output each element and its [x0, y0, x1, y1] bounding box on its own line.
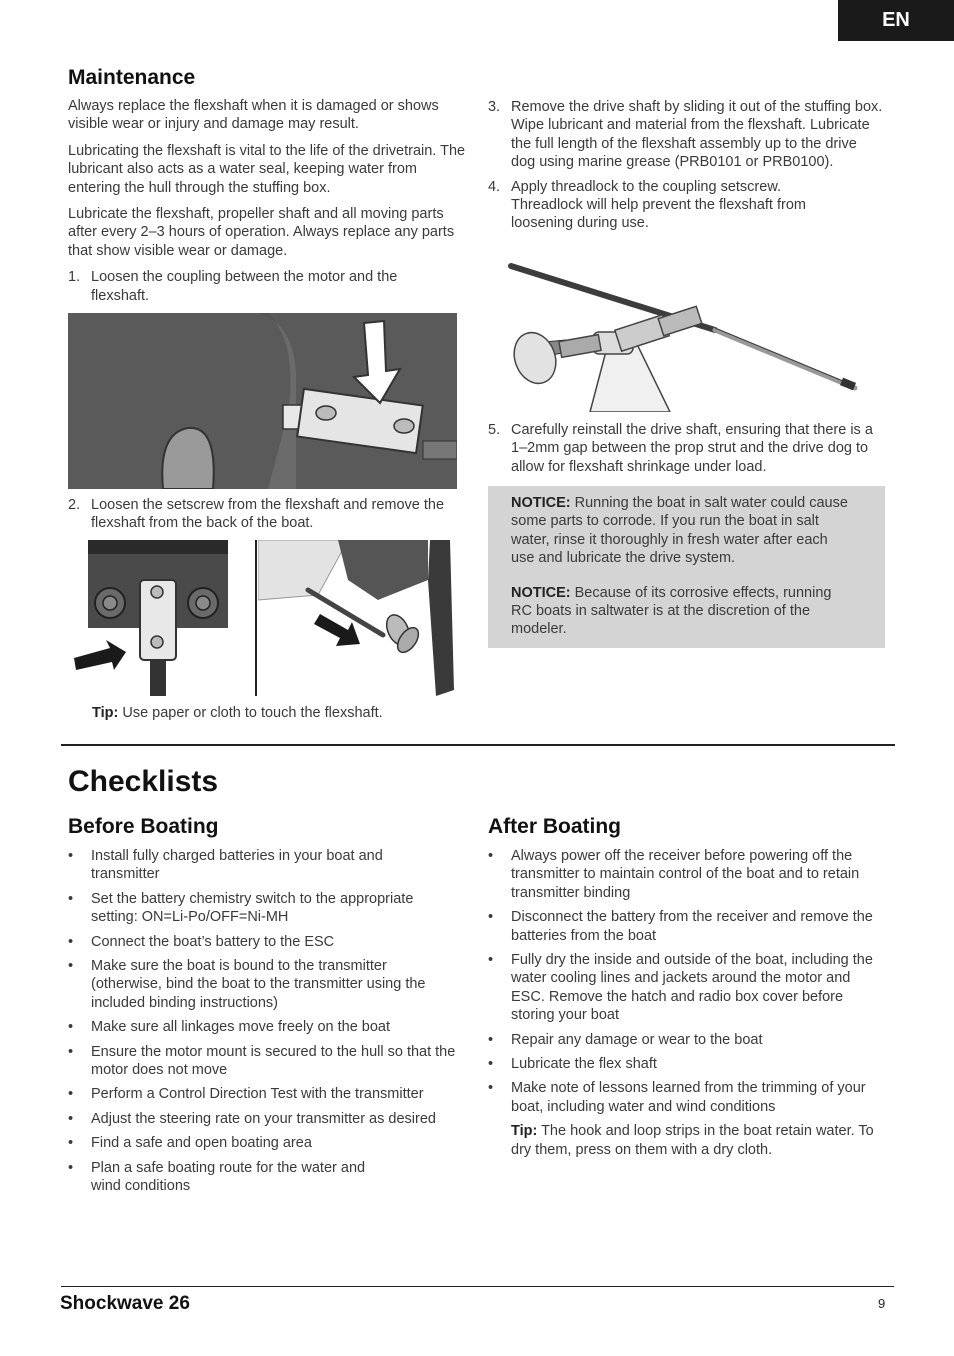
maintenance-paragraph: Lubricate the flexshaft, propeller shaft and all moving parts after every 2–3 hours of operation. Always replace any parts that show visible wear or damage.: [68, 206, 455, 259]
steps-3-4: [488, 98, 884, 233]
step-text: Carefully reinstall the drive shaft, ensuring that there is a 1–2mm gap between the prop strut and the drive dog to allow for flexshaft shrinkage under load.: [511, 422, 873, 475]
list-item-text: Set the battery chemistry switch to the appropriate setting: ON=Li-Po/OFF=Ni-MH: [91, 890, 414, 926]
tip-line: [92, 704, 472, 722]
list-item: [68, 1159, 398, 1196]
maintenance-heading: Maintenance: [68, 66, 196, 89]
bullet: •: [488, 952, 494, 969]
bullet: •: [68, 848, 74, 864]
list-item: [68, 957, 443, 1012]
bullet: •: [68, 1043, 74, 1060]
setscrew-illustration: [68, 540, 254, 696]
list-item: [68, 1110, 468, 1128]
step-text: Apply threadlock to the coupling setscrew. Threadlock will help prevent the flexshaft from loosening during use.: [511, 178, 806, 232]
bullet: •: [488, 1056, 494, 1073]
list-item-text: Repair any damage or wear to the boat: [511, 1031, 763, 1048]
bullet: •: [68, 1110, 74, 1127]
maintenance-section: [68, 66, 468, 305]
step-number: 3.: [488, 99, 501, 115]
flexshaft-removal-illustration: [258, 540, 454, 696]
tip-label: Tip:: [92, 705, 119, 721]
flexshaft-assembly-illustration: [505, 260, 860, 412]
list-item: [68, 847, 388, 884]
bullet: •: [488, 1080, 494, 1097]
before-boating-section: [68, 815, 468, 1202]
bullet: •: [68, 958, 74, 975]
before-boating-heading: Before Boating: [68, 815, 219, 838]
notice-text: Because of its corrosive effects, running RC boats in saltwater is at the discretion of the modeler.: [511, 584, 832, 638]
bullet: •: [68, 1159, 74, 1176]
notice-text: Running the boat in salt water could cause some parts to corrode. If you run the boat in salt water, rinse it thoroughly in fresh water after each use and lubricate the drive system.: [511, 495, 848, 567]
bullet: •: [68, 1086, 74, 1103]
bullet: •: [488, 909, 494, 926]
step-2-block: [68, 496, 468, 533]
list-item: [488, 908, 888, 945]
tip-text: The hook and loop strips in the boat retain water. To dry them, press on them with a dry cloth.: [511, 1123, 874, 1158]
notice-box: [488, 486, 885, 648]
list-item-text: Connect the boat’s battery to the ESC: [91, 933, 335, 950]
motor-coupling-illustration: [68, 313, 457, 489]
before-boating-list: [68, 847, 468, 1196]
maintenance-paragraph: Lubricating the flexshaft is vital to the life of the drivetrain. The lubricant also acts as a water seal, keeping water from entering the hull through the stuffing box.: [68, 142, 466, 196]
step-number: 2.: [68, 497, 81, 513]
step-5: [488, 421, 884, 476]
step-1: [68, 268, 408, 305]
list-item: [68, 1043, 468, 1080]
list-item-text: Always power off the receiver before powering off the transmitter to maintain control of the boat and to retain transmitter binding: [511, 848, 860, 901]
footer-product-title: Shockwave 26: [60, 1293, 190, 1314]
list-item: [68, 1085, 468, 1103]
bullet: •: [488, 848, 494, 864]
notice-paragraph: [511, 494, 851, 568]
tip-text: Use paper or cloth to touch the flexshaft.: [118, 705, 383, 721]
step-3: [488, 98, 884, 172]
language-tab: EN: [838, 0, 954, 41]
step-4: [488, 178, 828, 233]
list-item-text: Disconnect the battery from the receiver and remove the batteries from the boat: [511, 909, 873, 944]
step-text: Remove the drive shaft by sliding it out of the stuffing box. Wipe lubricant and material from the flexshaft. Lubricate the full length of the flexshaft assembly up to the drive dog using marine grease (PRB0101 or PRB0100).: [511, 99, 883, 171]
footer-divider: [61, 1286, 894, 1287]
after-boating-tip: [488, 1122, 888, 1159]
section-divider: [61, 744, 895, 746]
page-number: 9: [878, 1296, 886, 1311]
list-item-text: Fully dry the inside and outside of the boat, including the water cooling lines and jackets around the motor and ESC. Remove the hatch and radio box cover before storing your boat: [511, 952, 873, 1024]
list-item-text: Plan a safe boating route for the water and wind conditions: [91, 1159, 366, 1195]
list-item: [488, 1055, 888, 1073]
notice-label: NOTICE:: [511, 495, 571, 511]
list-item: [68, 933, 468, 951]
tip-label: Tip:: [511, 1123, 538, 1140]
step-5-block: [488, 421, 884, 476]
bullet: •: [68, 933, 74, 950]
step-number: 1.: [68, 269, 81, 286]
list-item: [68, 1018, 468, 1036]
list-item-text: Make sure all linkages move freely on the boat: [91, 1019, 391, 1036]
after-boating-section: [488, 815, 888, 1159]
step-number: 5.: [488, 422, 501, 438]
bullet: •: [68, 1019, 74, 1036]
bullet: •: [488, 1031, 494, 1048]
list-item: [488, 951, 888, 1025]
list-item: [488, 1031, 888, 1049]
list-item-text: Ensure the motor mount is secured to the hull so that the motor does not move: [91, 1043, 456, 1079]
step-number: 4.: [488, 178, 501, 195]
list-item-text: Perform a Control Direction Test with the transmitter: [91, 1086, 424, 1103]
bullet: •: [68, 890, 74, 907]
after-boating-list: [488, 847, 888, 1159]
list-item: [68, 1134, 468, 1152]
list-item: [68, 890, 448, 927]
list-item-text: Find a safe and open boating area: [91, 1135, 312, 1152]
notice-label: NOTICE:: [511, 584, 571, 601]
image-divider: [255, 540, 257, 696]
list-item-text: Make note of lessons learned from the trimming of your boat, including water and wind conditions: [511, 1080, 866, 1115]
list-item-text: Install fully charged batteries in your boat and transmitter: [91, 848, 383, 883]
list-item: [488, 1079, 888, 1116]
list-item-text: Adjust the steering rate on your transmitter as desired: [91, 1110, 436, 1127]
list-item: [488, 847, 868, 902]
maintenance-paragraph: Always replace the flexshaft when it is damaged or shows visible wear or injury and damage may result.: [68, 98, 439, 133]
checklists-heading: Checklists: [68, 765, 219, 798]
notice-paragraph: [511, 584, 856, 639]
list-item-text: Lubricate the flex shaft: [511, 1056, 657, 1073]
after-boating-heading: After Boating: [488, 815, 621, 838]
list-item-text: Make sure the boat is bound to the transmitter (otherwise, bind the boat to the transmitter using the included binding instructions): [91, 958, 426, 1011]
step-text: Loosen the setscrew from the flexshaft and remove the flexshaft from the back of the boat.: [91, 497, 445, 532]
step-text: Loosen the coupling between the motor and the flexshaft.: [91, 269, 398, 304]
step-2: [68, 496, 468, 533]
bullet: •: [68, 1135, 74, 1152]
